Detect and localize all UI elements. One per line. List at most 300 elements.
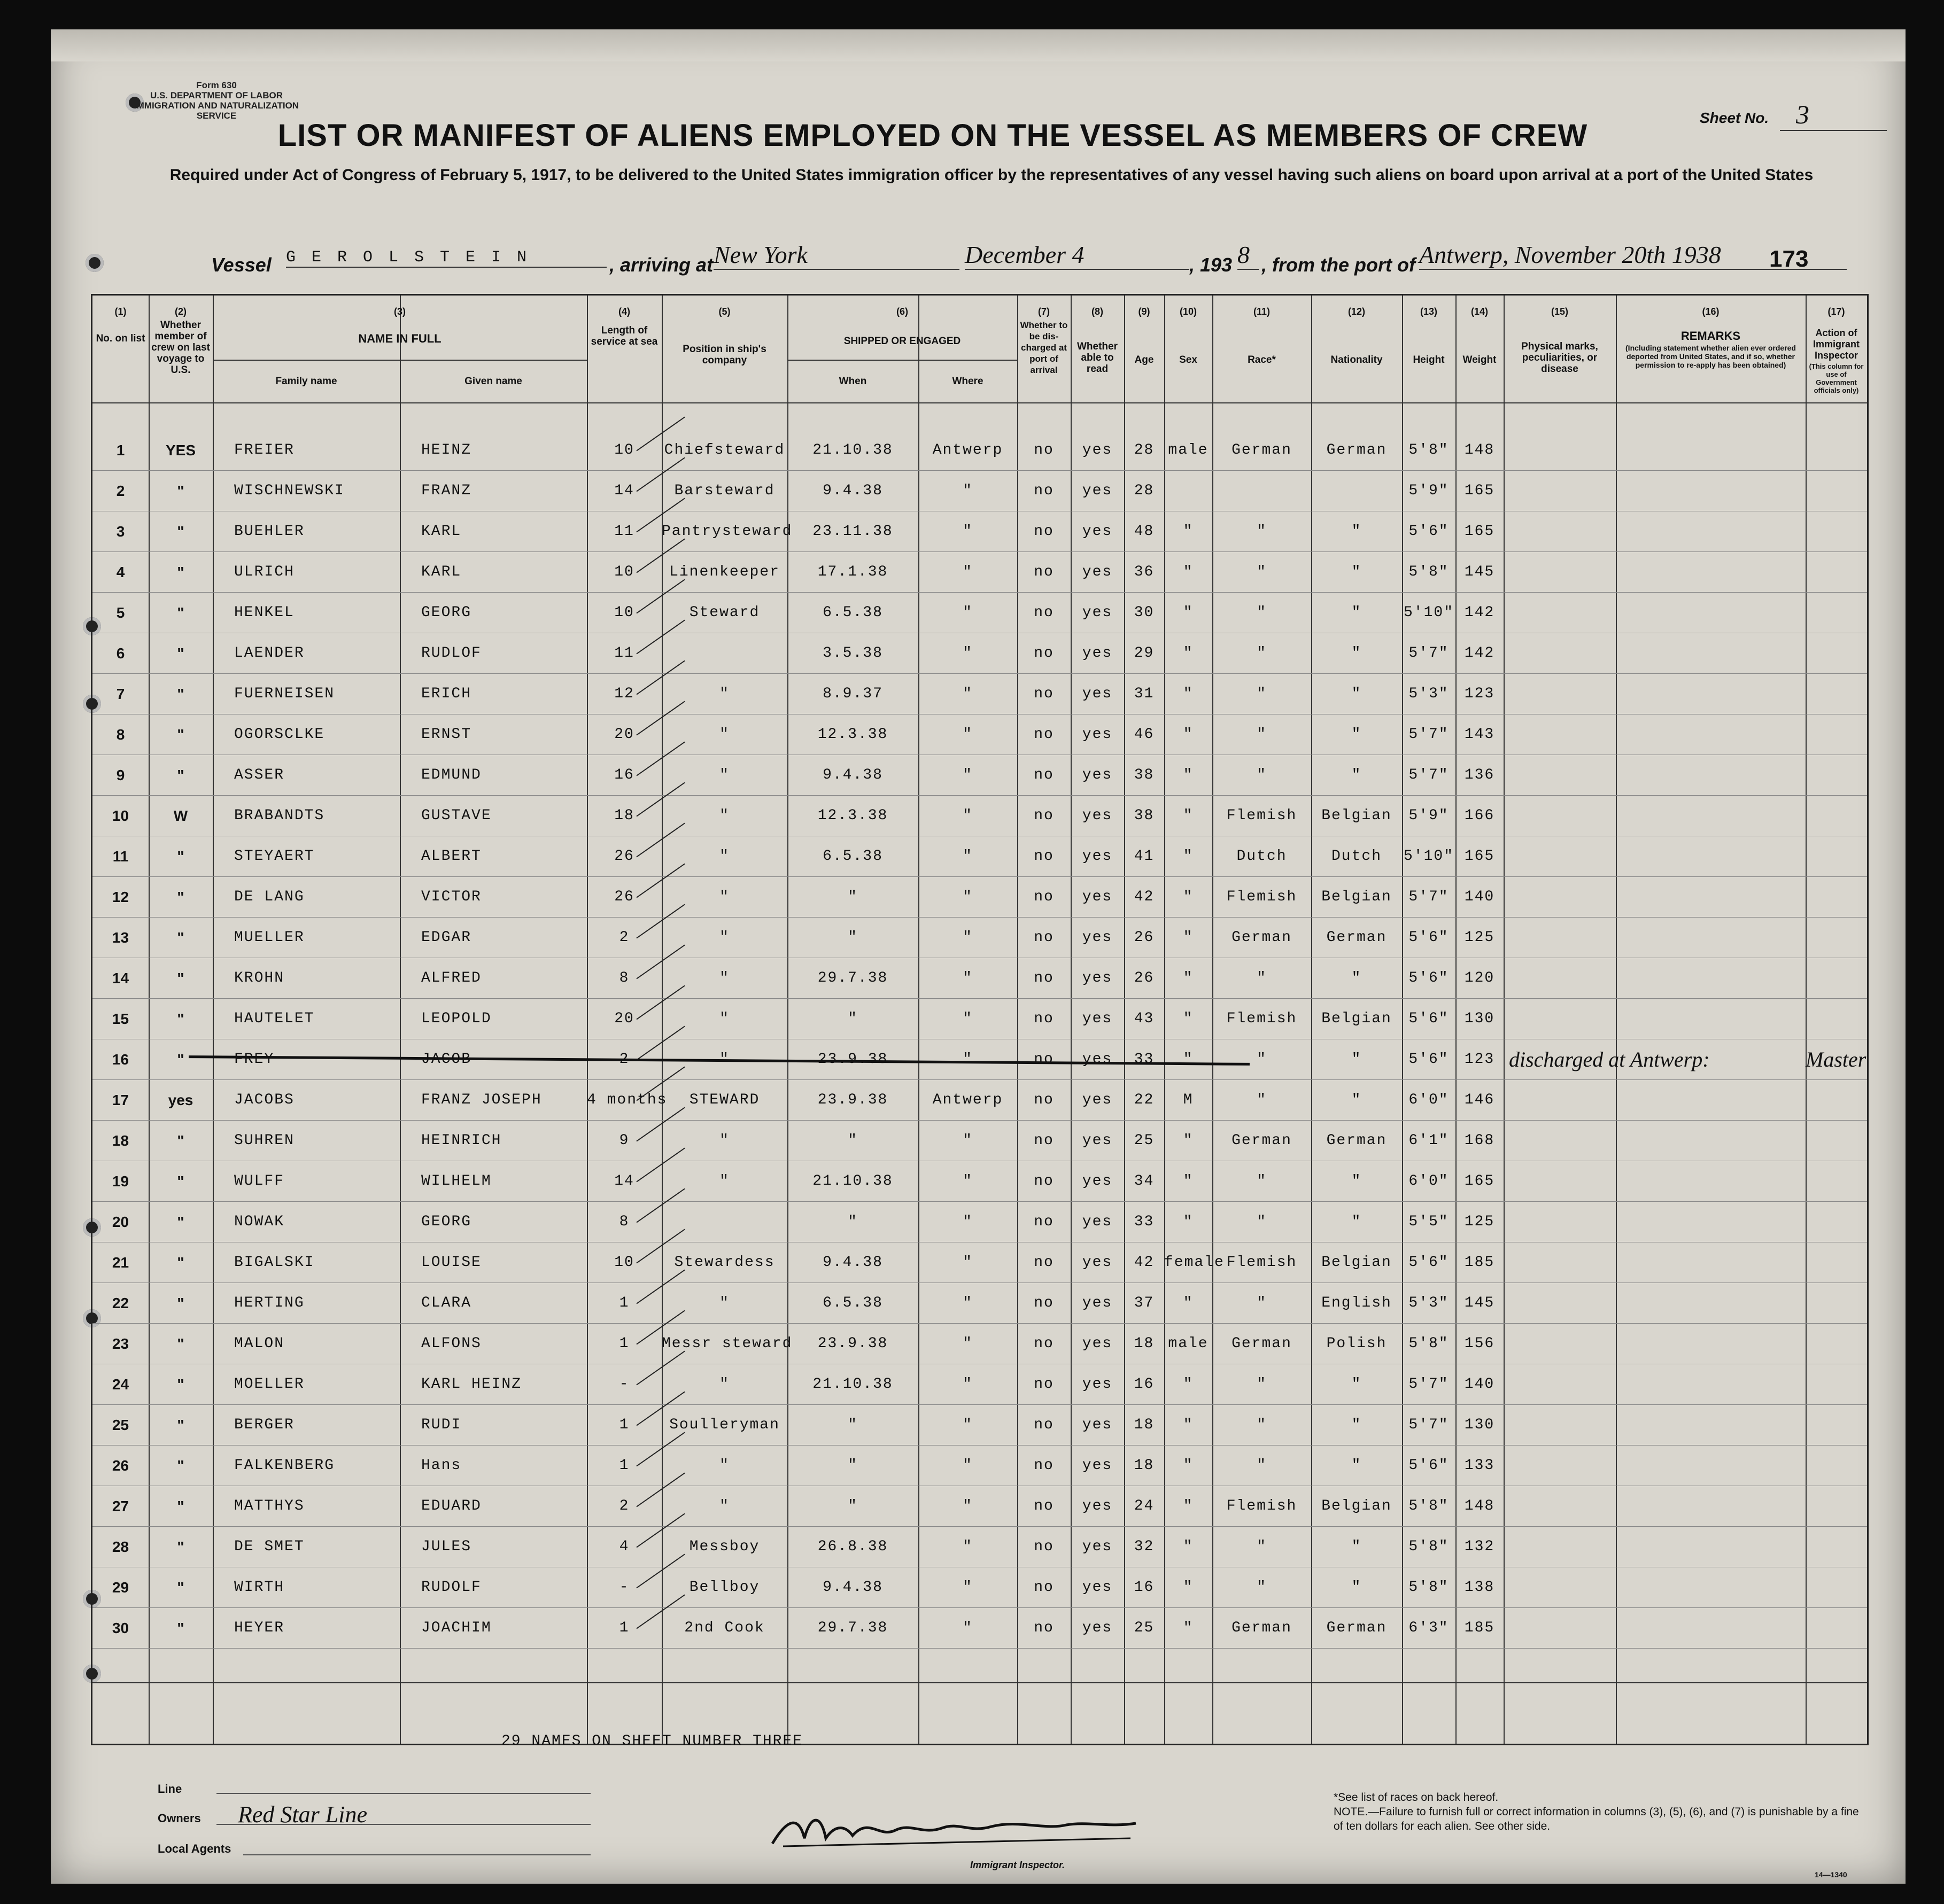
cell-read: yes [1082, 442, 1113, 458]
cell-family: DE LANG [234, 889, 305, 905]
cell-race: " [1257, 970, 1267, 986]
cell-remarks [1509, 1283, 1808, 1324]
cell-where: " [963, 686, 973, 702]
cell-prev: " [177, 1011, 184, 1027]
cell-given: JULES [421, 1538, 472, 1555]
cell-no: 8 [116, 726, 125, 743]
cell-race: " [1257, 1295, 1267, 1311]
cell-disch: no [1034, 1254, 1054, 1271]
cell-nat [1311, 471, 1402, 511]
cell-read: yes [1082, 1579, 1113, 1596]
table-row [92, 714, 1867, 755]
cell-family: OGORSCLKE [234, 726, 325, 743]
cell-disch: no [1034, 929, 1054, 946]
cell-no: 28 [112, 1538, 129, 1555]
cell-weight: 133 [1464, 1457, 1495, 1474]
cell-sex: " [1183, 523, 1194, 540]
cell-position: Messboy [689, 1538, 760, 1555]
cell-read: yes [1082, 889, 1113, 905]
cell-action [1806, 1283, 1867, 1324]
cell-sex: female [1164, 1254, 1225, 1271]
cell-weight: 136 [1464, 767, 1495, 783]
cell-race: Flemish [1226, 807, 1297, 824]
cell-when: 6.5.38 [823, 1295, 883, 1311]
cell-family: WULFF [234, 1173, 285, 1190]
cell-remarks: discharged at Antwerp: [1509, 1047, 1710, 1071]
vessel-name: G E R O L S T E I N [286, 248, 607, 268]
cell-family: LAENDER [234, 645, 305, 662]
cell-action [1806, 918, 1867, 958]
cell-nat: " [1351, 523, 1362, 540]
cell-nat: " [1351, 1092, 1362, 1108]
cell-action [1806, 552, 1867, 593]
cell-where: " [963, 1011, 973, 1027]
cell-when: 9.4.38 [823, 1579, 883, 1596]
cell-given: ERICH [421, 686, 472, 702]
manifest-sheet [51, 29, 1906, 1884]
cell-sex: male [1168, 442, 1209, 458]
table-row [92, 552, 1867, 593]
cell-race: German [1232, 1335, 1292, 1352]
cell-no: 23 [112, 1335, 129, 1352]
cell-disch: no [1034, 1538, 1054, 1555]
cell-no: 2 [116, 483, 125, 499]
cell-given: FRANZ JOSEPH [421, 1092, 542, 1108]
form-header [115, 80, 318, 121]
cell-race: " [1257, 1051, 1267, 1068]
cell-no: 17 [112, 1092, 129, 1108]
cell-family: HEYER [234, 1620, 285, 1636]
cell-age: 29 [1134, 645, 1155, 662]
cell-service: 9 [619, 1132, 630, 1149]
cell-no: 4 [116, 564, 125, 580]
cell-sex: " [1183, 767, 1194, 783]
cell-age: 46 [1134, 726, 1155, 743]
cell-service: 8 [619, 970, 630, 986]
cell-action: Master [1806, 1047, 1866, 1071]
cell-given: VICTOR [421, 889, 482, 905]
cell-disch: no [1034, 1173, 1054, 1190]
cell-action [1806, 430, 1867, 471]
vessel-label: Vessel [211, 254, 272, 276]
cell-nat: Polish [1326, 1335, 1387, 1352]
cell-age: 48 [1134, 523, 1155, 540]
table-row [92, 593, 1867, 633]
cell-disch: no [1034, 1132, 1054, 1149]
cell-when: " [848, 1498, 858, 1514]
cell-age: 26 [1134, 970, 1155, 986]
cell-sex [1164, 471, 1212, 511]
cell-nat: " [1351, 726, 1362, 743]
cell-service: - [619, 1579, 630, 1596]
cell-given: HEINRICH [421, 1132, 502, 1149]
cell-height: 5'10" [1403, 848, 1454, 865]
col-5-num: (5) [718, 306, 731, 317]
cell-race: Dutch [1236, 848, 1287, 865]
col-3-num: (3) [394, 306, 406, 317]
cell-remarks [1509, 1527, 1808, 1567]
col-6-num: (6) [896, 306, 908, 317]
cell-height: 5'6" [1408, 1457, 1449, 1474]
cell-given: RUDOLF [421, 1579, 482, 1596]
cell-prev: " [177, 1051, 184, 1068]
cell-disch: no [1034, 889, 1054, 905]
cell-no: 15 [112, 1011, 129, 1027]
cell-given: EDUARD [421, 1498, 482, 1514]
cell-race: German [1232, 442, 1292, 458]
table-row [92, 1080, 1867, 1121]
cell-remarks [1509, 714, 1808, 755]
cell-read: yes [1082, 1457, 1113, 1474]
cell-weight: 148 [1464, 1498, 1495, 1514]
cell-service: 1 [619, 1417, 630, 1433]
cell-remarks [1509, 1608, 1808, 1649]
cell-family: BERGER [234, 1417, 295, 1433]
sheet-number: 3 [1780, 99, 1887, 131]
cell-remarks [1509, 918, 1808, 958]
cell-no: 16 [112, 1051, 129, 1068]
cell-position: " [719, 1376, 730, 1393]
table-row [92, 471, 1867, 511]
cell-family: ASSER [234, 767, 285, 783]
cell-service: 10 [614, 564, 634, 580]
cell-weight: 123 [1464, 1051, 1495, 1068]
table-row [92, 999, 1867, 1039]
cell-family: MOELLER [234, 1376, 305, 1393]
cell-race: Flemish [1226, 889, 1297, 905]
cell-height: 5'6" [1408, 1051, 1449, 1068]
cell-when: 9.4.38 [823, 483, 883, 499]
cell-given: LEOPOLD [421, 1011, 492, 1027]
cell-race: " [1257, 1579, 1267, 1596]
cell-no: 12 [112, 889, 129, 905]
cell-given: KARL HEINZ [421, 1376, 522, 1393]
cell-race: " [1257, 1173, 1267, 1190]
col-15-num: (15) [1551, 306, 1568, 317]
cell-disch: no [1034, 686, 1054, 702]
col-16-num: (16) [1702, 306, 1720, 317]
cell-race: " [1257, 686, 1267, 702]
cell-prev: " [177, 1295, 184, 1311]
cell-action [1806, 958, 1867, 999]
cell-position: Bellboy [689, 1579, 760, 1596]
cell-height: 5'10" [1403, 604, 1454, 621]
col-16-sub: (Including statement whether alien ever ordered deported from United States, and if so, whether permission to re-apply has been obtained) [1625, 344, 1796, 369]
cell-position: Chiefsteward [664, 442, 785, 458]
cell-service: 12 [614, 686, 634, 702]
cell-family: BIGALSKI [234, 1254, 315, 1271]
cell-nat: " [1351, 1457, 1362, 1474]
cell-when: 9.4.38 [823, 1254, 883, 1271]
cell-height: 5'5" [1408, 1214, 1449, 1230]
col-12-label: Nationality [1330, 354, 1383, 366]
col-9-label: Age [1134, 354, 1154, 366]
table-row [92, 836, 1867, 877]
cell-sex: " [1183, 564, 1194, 580]
cell-weight: 165 [1464, 1173, 1495, 1190]
table-row [92, 1202, 1867, 1242]
cell-prev: " [177, 1579, 184, 1596]
cell-disch: no [1034, 1214, 1054, 1230]
cell-nat: Belgian [1321, 1011, 1392, 1027]
cell-remarks [1509, 836, 1808, 877]
table-row [92, 796, 1867, 836]
cell-height: 5'8" [1408, 1498, 1449, 1514]
cell-service: 14 [614, 483, 634, 499]
cell-nat: " [1351, 1417, 1362, 1433]
cell-height: 5'7" [1408, 1417, 1449, 1433]
cell-sex: male [1168, 1335, 1209, 1352]
cell-where: Antwerp [932, 1092, 1003, 1108]
cell-height: 5'7" [1408, 726, 1449, 743]
cell-prev: " [177, 1214, 184, 1230]
cell-height: 5'8" [1408, 442, 1449, 458]
cell-service: 4 months [587, 1092, 668, 1108]
cell-remarks [1509, 1486, 1808, 1527]
cell-given: Hans [421, 1457, 462, 1474]
cell-prev: W [173, 807, 188, 824]
table-row [92, 1324, 1867, 1364]
cell-no: 26 [112, 1457, 129, 1474]
cell-when: 17.1.38 [817, 564, 888, 580]
cell-height: 5'7" [1408, 645, 1449, 662]
cell-read: yes [1082, 604, 1113, 621]
cell-weight: 140 [1464, 1376, 1495, 1393]
cell-action [1806, 714, 1867, 755]
cell-family: HAUTELET [234, 1011, 315, 1027]
cell-given: GEORG [421, 1214, 472, 1230]
service-name: IMMIGRATION AND NATURALIZATION SERVICE [134, 100, 299, 121]
cell-prev: " [177, 686, 184, 702]
cell-action [1806, 1527, 1867, 1567]
cell-disch: no [1034, 483, 1054, 499]
cell-read: yes [1082, 1173, 1113, 1190]
cell-disch: no [1034, 1620, 1054, 1636]
cell-age: 22 [1134, 1092, 1155, 1108]
cell-service: 11 [614, 523, 634, 540]
cell-race: " [1257, 1417, 1267, 1433]
col-17-num: (17) [1827, 306, 1845, 317]
cell-position: Steward [689, 604, 760, 621]
cell-age: 18 [1134, 1457, 1155, 1474]
cell-disch: no [1034, 970, 1054, 986]
cell-sex: " [1183, 604, 1194, 621]
cell-nat: " [1351, 686, 1362, 702]
col-14-num: (14) [1470, 306, 1488, 317]
line-label: Line [158, 1782, 182, 1796]
cell-disch: no [1034, 1457, 1054, 1474]
cell-when: 12.3.38 [817, 726, 888, 743]
cell-disch: no [1034, 1579, 1054, 1596]
cell-remarks [1509, 633, 1808, 674]
cell-service: 10 [614, 604, 634, 621]
cell-sex: " [1183, 1620, 1194, 1636]
cell-family: HENKEL [234, 604, 295, 621]
cell-remarks [1509, 593, 1808, 633]
cell-position: " [719, 1011, 730, 1027]
cell-service: 10 [614, 442, 634, 458]
cell-age: 16 [1134, 1579, 1155, 1596]
cell-given: KARL [421, 564, 462, 580]
cell-sex: " [1183, 807, 1194, 824]
cell-action [1806, 755, 1867, 796]
cell-age: 42 [1134, 1254, 1155, 1271]
cell-action [1806, 1242, 1867, 1283]
cell-prev: " [177, 1620, 184, 1636]
cell-age: 33 [1134, 1214, 1155, 1230]
cell-weight: 138 [1464, 1579, 1495, 1596]
cell-race: Flemish [1226, 1011, 1297, 1027]
cell-no: 20 [112, 1214, 129, 1230]
cell-race: " [1257, 1214, 1267, 1230]
cell-service: 2 [619, 1498, 630, 1514]
cell-when: 21.10.38 [812, 442, 893, 458]
cell-disch: no [1034, 1092, 1054, 1108]
cell-race: Flemish [1226, 1498, 1297, 1514]
cell-prev: " [177, 767, 184, 783]
cell-read: yes [1082, 564, 1113, 580]
races-note: *See list of races on back hereof. [1334, 1791, 1499, 1804]
cell-weight: 142 [1464, 645, 1495, 662]
table-row [92, 1242, 1867, 1283]
cell-height: 6'1" [1408, 1132, 1449, 1149]
cell-age: 32 [1134, 1538, 1155, 1555]
col-2-num: (2) [175, 306, 187, 317]
cell-service: 1 [619, 1457, 630, 1474]
year-prefix: , 193 [1189, 254, 1233, 276]
cell-height: 5'6" [1408, 1011, 1449, 1027]
cell-where: " [963, 807, 973, 824]
cell-read: yes [1082, 483, 1113, 499]
cell-nat: English [1321, 1295, 1392, 1311]
cell-position: " [719, 1295, 730, 1311]
cell-nat: " [1351, 1051, 1362, 1068]
cell-family: NOWAK [234, 1214, 285, 1230]
cell-position: Pantrysteward [662, 523, 793, 540]
cell-prev: " [177, 1335, 184, 1352]
cell-where: " [963, 970, 973, 986]
owners-label: Owners [158, 1812, 201, 1825]
cell-sex: " [1183, 1417, 1194, 1433]
col-11-label: Race* [1248, 354, 1276, 366]
cell-remarks [1509, 755, 1808, 796]
cell-weight: 146 [1464, 1092, 1495, 1108]
cell-sex: " [1183, 1295, 1194, 1311]
cell-service: 4 [619, 1538, 630, 1555]
cell-weight: 145 [1464, 1295, 1495, 1311]
table-row [92, 755, 1867, 796]
cell-weight: 123 [1464, 686, 1495, 702]
cell-age: 41 [1134, 848, 1155, 865]
cell-where: " [963, 1376, 973, 1393]
cell-no: 18 [112, 1132, 129, 1149]
cell-when: " [848, 1417, 858, 1433]
cell-nat: Dutch [1331, 848, 1382, 865]
year-digit: 8 [1237, 240, 1259, 270]
cell-weight: 166 [1464, 807, 1495, 824]
col-12-num: (12) [1347, 306, 1365, 317]
cell-no: 1 [116, 442, 125, 458]
inspector-label: Immigrant Inspector. [970, 1860, 1065, 1870]
cell-remarks [1509, 511, 1808, 552]
cell-weight: 165 [1464, 523, 1495, 540]
cell-family: MALON [234, 1335, 285, 1352]
cell-no: 9 [116, 767, 125, 783]
cell-given: ALBERT [421, 848, 482, 865]
cell-age: 28 [1134, 483, 1155, 499]
cell-action [1806, 1121, 1867, 1161]
cell-prev: " [177, 1173, 184, 1190]
cell-when: " [848, 1457, 858, 1474]
page-subtitle: Required under Act of Congress of February 5, 1917, to be delivered to the United States immigration officer by the representatives of any vessel having such aliens on board upon arrival at a port of the United States [169, 166, 1814, 184]
cell-family: FALKENBERG [234, 1457, 335, 1474]
cell-when: 23.9.38 [817, 1335, 888, 1352]
cell-where: " [963, 726, 973, 743]
cell-read: yes [1082, 726, 1113, 743]
cell-where: " [963, 1254, 973, 1271]
cell-prev: " [177, 1498, 184, 1514]
cell-disch: no [1034, 848, 1054, 865]
cell-prev: " [177, 1254, 184, 1271]
cell-prev: " [177, 970, 184, 986]
cell-family: MATTHYS [234, 1498, 305, 1514]
cell-weight: 130 [1464, 1417, 1495, 1433]
inspector-signature [767, 1806, 1141, 1854]
cell-family: FUERNEISEN [234, 686, 335, 702]
cell-action [1806, 1202, 1867, 1242]
cell-no: 11 [112, 848, 129, 865]
cell-read: yes [1082, 1132, 1113, 1149]
cell-disch: no [1034, 442, 1054, 458]
cell-weight: 120 [1464, 970, 1495, 986]
col-13-label: Height [1413, 354, 1445, 366]
col-17-sub: (This column for use of Government officials only) [1809, 362, 1864, 394]
cell-nat: " [1351, 1538, 1362, 1555]
cell-no: 30 [112, 1620, 129, 1636]
cell-remarks [1509, 999, 1808, 1039]
cell-given: CLARA [421, 1295, 472, 1311]
col-11-num: (11) [1253, 306, 1271, 317]
page-title: LIST OR MANIFEST OF ALIENS EMPLOYED ON THE VESSEL AS MEMBERS OF CREW [277, 118, 1588, 153]
cell-position: Messr steward [662, 1335, 793, 1352]
cell-service: 14 [614, 1173, 634, 1190]
cell-family: MUELLER [234, 929, 305, 946]
cell-nat: Belgian [1321, 1254, 1392, 1271]
cell-given: KARL [421, 523, 462, 540]
cell-prev: " [177, 1376, 184, 1393]
cell-given: ALFONS [421, 1335, 482, 1352]
cell-age: 34 [1134, 1173, 1155, 1190]
cell-where: " [963, 1417, 973, 1433]
cell-nat: Belgian [1321, 807, 1392, 824]
table-row [92, 1364, 1867, 1405]
cell-remarks [1509, 958, 1808, 999]
cell-height: 5'7" [1408, 767, 1449, 783]
cell-read: yes [1082, 1620, 1113, 1636]
col-10-num: (10) [1179, 306, 1197, 317]
cell-disch: no [1034, 726, 1054, 743]
cell-service: 1 [619, 1620, 630, 1636]
cell-read: yes [1082, 686, 1113, 702]
cell-sex: " [1183, 686, 1194, 702]
cell-position: Linenkeeper [669, 564, 780, 580]
cell-where: " [963, 1579, 973, 1596]
cell-sex: " [1183, 645, 1194, 662]
cell-position [662, 633, 787, 674]
cell-no: 14 [112, 970, 129, 986]
cell-age: 33 [1134, 1051, 1155, 1068]
cell-disch: no [1034, 1335, 1054, 1352]
